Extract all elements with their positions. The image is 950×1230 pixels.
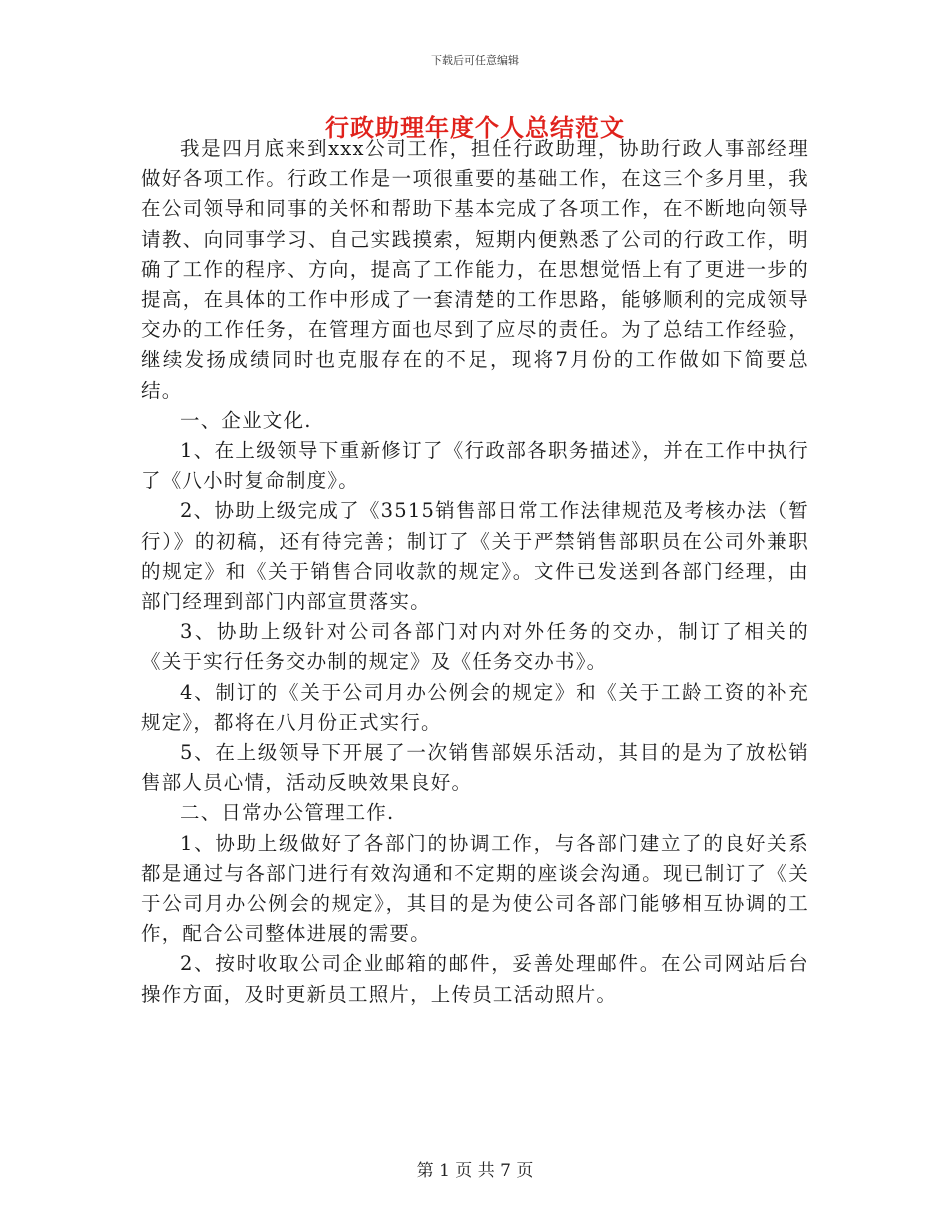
paragraph-item: 1、在上级领导下重新修订了《行政部各职务描述》，并在工作中执行了《八小时复命制度》。 — [141, 439, 809, 493]
section-heading-culture: 一、企业文化. — [180, 408, 312, 432]
page-number-footer: 第 1 页 共 7 页 — [416, 1161, 534, 1181]
paragraph-item: 5、在上级领导下开展了一次销售部娱乐活动，其目的是为了放松销售部人员心情，活动反映效果良好。 — [141, 741, 809, 795]
section-heading-office: 二、日常办公管理工作. — [180, 801, 395, 825]
document-body — [141, 134, 809, 1010]
paragraph-item: 2、按时收取公司企业邮箱的邮件，妥善处理邮件。在公司网站后台操作方面，及时更新员工照片，上传员工活动照片。 — [141, 952, 809, 1006]
paragraph-item: 2、协助上级完成了《3515销售部日常工作法律规范及考核办法（暂行）》的初稿，还有待完善；制订了《关于严禁销售部职员在公司外兼职的规定》和《关于销售合同收款的规定》。文件已发送到各部门经理，由部门经理到部门内部宣贯落实。 — [141, 499, 809, 614]
page-header-note: 下载后可任意编辑 — [431, 54, 519, 67]
paragraph-intro: 我是四月底来到xxx公司工作，担任行政助理，协助行政人事部经理做好各项工作。行政工作是一项很重要的基础工作，在这三个多月里，我在公司领导和同事的关怀和帮助下基本完成了各项工作，在不断地向领导请教、向同事学习、自己实践摸索，短期内便熟悉了公司的行政工作，明确了工作的程序、方向，提高了工作能力，在思想觉悟上有了更进一步的提高，在具体的工作中形成了一套清楚的工作思路，能够顺利的完成领导交办的工作任务，在管理方面也尽到了应尽的责任。为了总结工作经验，继续发扬成绩同时也克服存在的不足，现将7月份的工作做如下简要总结。 — [141, 137, 809, 402]
document-title: 行政助理年度个人总结范文 — [325, 113, 625, 142]
paragraph-item: 4、制订的《关于公司月办公例会的规定》和《关于工龄工资的补充规定》，都将在八月份正式实行。 — [141, 680, 809, 734]
paragraph-item: 3、协助上级针对公司各部门对内对外任务的交办，制订了相关的《关于实行任务交办制的规定》及《任务交办书》。 — [141, 620, 809, 674]
paragraph-item: 1、协助上级做好了各部门的协调工作，与各部门建立了的良好关系都是通过与各部门进行有效沟通和不定期的座谈会沟通。现已制订了《关于公司月办公例会的规定》，其目的是为使公司各部门能够相互协调的工作，配合公司整体进展的需要。 — [141, 831, 809, 946]
